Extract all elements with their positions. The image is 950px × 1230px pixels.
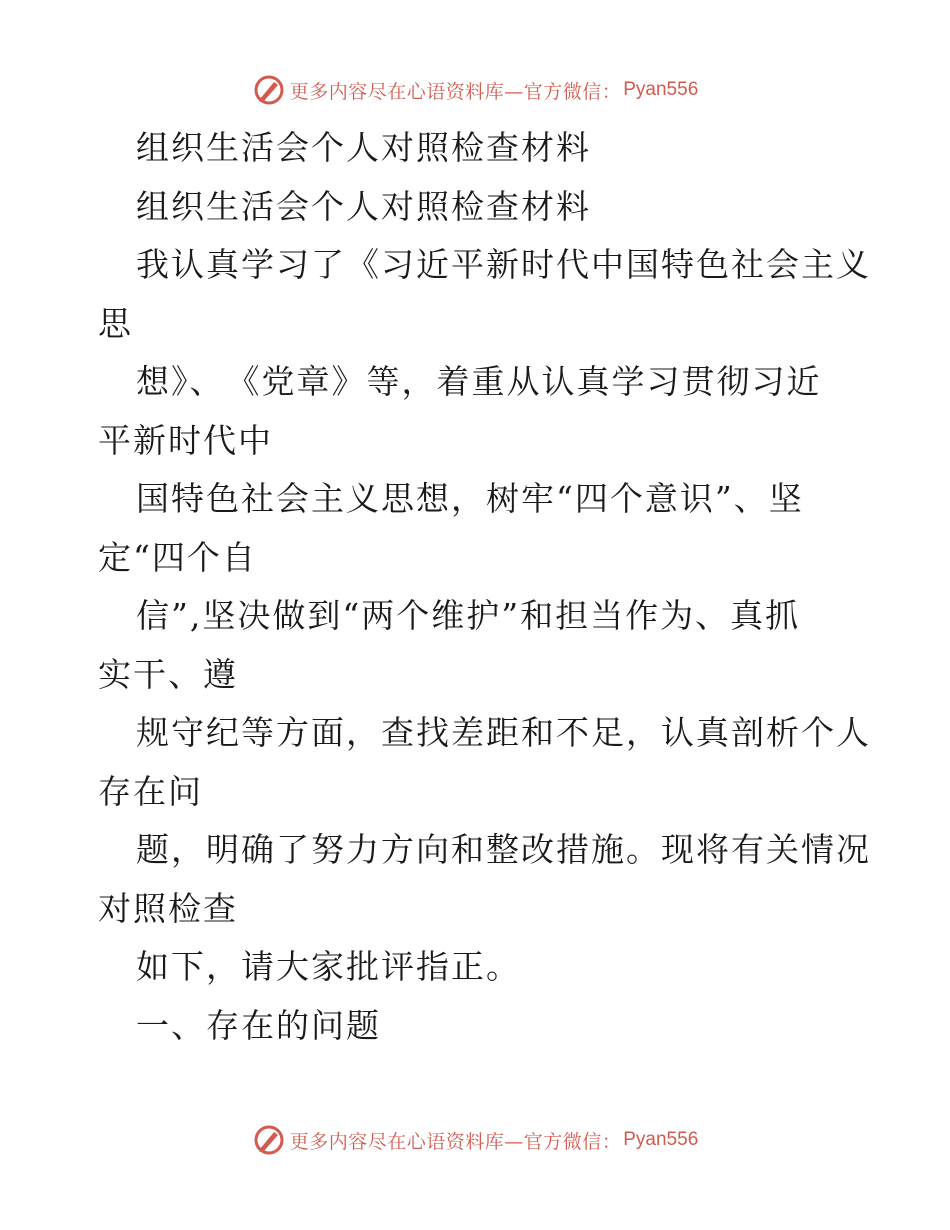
paragraph-line: 我认真学习了《习近平新时代中国特色社会主义 xyxy=(136,245,871,284)
header-watermark xyxy=(0,70,950,110)
paragraph-line: 对照检查 xyxy=(98,888,238,928)
paragraph-line: 题，明确了努力方向和整改措施。现将有关情况 xyxy=(136,830,871,869)
paragraph-line: 信”,坚决做到“两个维护”和担当作为、真抓 xyxy=(136,596,801,635)
paragraph-line: 想》、 《党章》等，着重从认真学习贯彻习近 xyxy=(136,362,822,401)
paragraph-line: 存在问 xyxy=(98,771,203,811)
document-title-repeat: 组织生活会个人对照检查材料 xyxy=(136,186,591,226)
footer-watermark xyxy=(0,1120,950,1160)
pen-circle-logo-icon xyxy=(252,1123,286,1157)
paragraph-line: 定“四个自 xyxy=(98,537,257,577)
paragraph-line: 实干、遵 xyxy=(98,654,238,694)
paragraph-line: 思 xyxy=(98,303,133,343)
watermark-text: 更多内容尽在心语资料库—官方微信： xyxy=(289,80,622,103)
pen-circle-logo-icon xyxy=(252,73,286,107)
section-heading: 一、存在的问题 xyxy=(136,1005,381,1045)
paragraph-line: 国特色社会主义思想，树牢“四个意识”、坚 xyxy=(136,479,804,518)
document-title: 组织生活会个人对照检查材料 xyxy=(136,128,591,167)
paragraph-line: 如下，请大家批评指正。 xyxy=(136,947,521,986)
watermark-text: 更多内容尽在心语资料库—官方微信： xyxy=(289,1130,622,1153)
watermark-wechat-id: Pyan556 xyxy=(623,79,699,100)
document-body xyxy=(98,122,871,1058)
paragraph-line: 规守纪等方面，查找差距和不足，认真剖析个人 xyxy=(136,713,871,752)
watermark-wechat-id: Pyan556 xyxy=(623,1129,699,1150)
paragraph-line: 平新时代中 xyxy=(98,420,273,460)
